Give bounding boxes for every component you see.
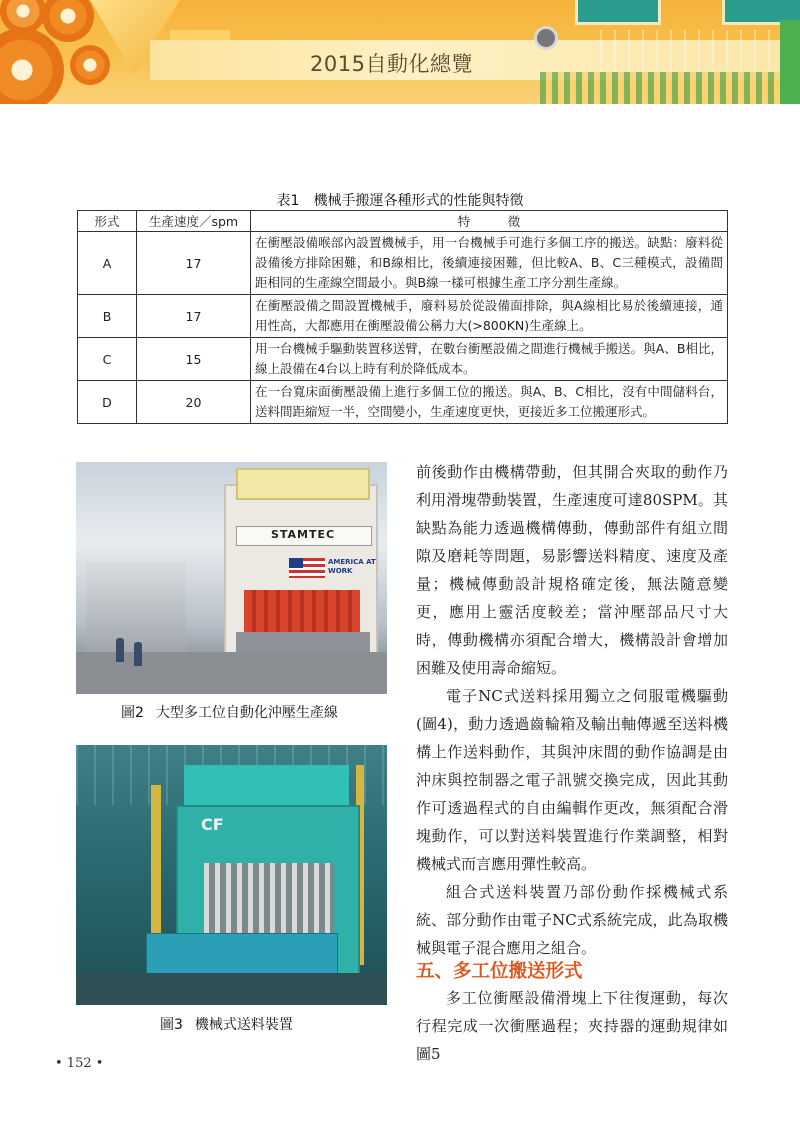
cell-description: 在衝壓設備喉部內設置機械手，用一台機械手可進行多個工序的搬送。缺點：廢料從設備後方排除困難，和B線相比，後續連接困難，但比較A、B、C三種模式，設備間距相同的生產線空間最小。與B線一樣可根據生產工序分割生產線。 [251, 232, 728, 295]
cell-description: 在一台寬床面衝壓設備上進行多個工位的搬送。與A、B、C相比，沒有中間儲料台，送料間距縮短一半，空間變小，生產速度更快，更接近多工位搬運形式。 [251, 381, 728, 424]
publication-title: 2015自動化總覽 [310, 52, 473, 76]
figure-caption [160, 1014, 293, 1034]
figure-number: 圖3 [160, 1017, 183, 1033]
press-sign: AMERICA AT WORK [328, 558, 376, 575]
paragraph: 多工位衝壓設備滑塊上下往復運動，每次行程完成一次衝壓過程；夾持器的運動規律如圖5 [416, 989, 728, 1063]
table-row [78, 295, 728, 338]
table-row [78, 338, 728, 381]
circle-icon [537, 29, 555, 47]
flag-icon [289, 558, 325, 578]
table-row [78, 232, 728, 295]
table-number: 表1 [276, 193, 300, 209]
cell-speed: 17 [137, 232, 251, 295]
figure-caption [121, 702, 338, 722]
figure-title: 大型多工位自動化沖壓生產線 [155, 705, 338, 721]
press-slide [244, 590, 360, 632]
header-banner [0, 0, 800, 104]
decorative-bar [780, 20, 800, 104]
paragraph: 電子NC式送料採用獨立之伺服電機驅動(圖4)，動力透過齒輪箱及輸出軸傳遞至送料機構上作送料動作，其與沖床間的動作協調是由沖床與控制器之電子訊號交換完成，因此其動作可透過程式的自由編輯作更改，無須配合滑塊動作，可以對送料裝置進行作業調整，相對機械式而言應用彈性較高。 [416, 687, 728, 873]
cell-speed: 15 [137, 338, 251, 381]
factory-floor [76, 973, 387, 1005]
cell-description: 在衝壓設備之間設置機械手，廢料易於從設備面排除，與A線相比易於後續連接，通用性高，大都應用在衝壓設備公稱力大(>800KN)生產線上。 [251, 295, 728, 338]
press-logo: CF [201, 815, 224, 834]
worker-figure [134, 642, 142, 666]
gear-icon [42, 0, 94, 42]
spec-table [77, 210, 728, 424]
table-row [78, 381, 728, 424]
circuit-stripes [540, 72, 800, 104]
cell-speed: 20 [137, 381, 251, 424]
paragraph: 組合式送料裝置乃部份動作採機械式系統、部分動作由電子NC式系統完成，此為取機械與電子混合應用之組合。 [416, 883, 728, 957]
column-header-speed: 生產速度／spm [137, 211, 251, 232]
press-logo: STAMTEC [270, 528, 336, 541]
table-caption [0, 190, 800, 210]
cell-type: B [78, 295, 137, 338]
page-number: • 152 • [55, 1056, 104, 1071]
press-bed [236, 632, 370, 652]
feed-device-photo [76, 745, 387, 1005]
circuit-pattern [600, 30, 800, 70]
figure-number: 圖2 [121, 705, 144, 721]
section-heading: 五、多工位搬送形式 [416, 961, 583, 982]
cell-speed: 17 [137, 295, 251, 338]
worker-figure [116, 638, 124, 662]
cell-type: D [78, 381, 137, 424]
column-header-features: 特 徵 [251, 211, 728, 232]
press-crown [236, 468, 370, 500]
feed-mechanism [204, 863, 334, 933]
press-bolster [146, 933, 338, 975]
table-title: 機械手搬運各種形式的性能與特徵 [313, 193, 524, 209]
column-header-type: 形式 [78, 211, 137, 232]
table-header-row [78, 211, 728, 232]
cell-type: C [78, 338, 137, 381]
chip-graphic [575, 0, 661, 25]
gear-icon [0, 28, 64, 104]
cell-description: 用一台機械手驅動裝置移送臂，在數台衝壓設備之間進行機械手搬送。與A、B相比，線上設備在4台以上時有利於降低成本。 [251, 338, 728, 381]
figure-title: 機械式送料裝置 [194, 1017, 293, 1033]
stamping-line-photo [76, 462, 387, 694]
article-body [416, 458, 728, 962]
gear-icon [70, 45, 110, 85]
paragraph: 前後動作由機構帶動，但其開合夾取的動作乃利用滑塊帶動裝置，生產速度可達80SPM。其缺點為能力透過機構傳動，傳動部件有組立間隙及磨耗等問題，易影響送料精度、速度及產量；機械傳動設計規格確定後，無法隨意變更，應用上靈活度較差；當沖壓部品尺寸大時，傳動機構亦須配合增大，機構設計會增加困難及使用壽命縮短。 [416, 463, 728, 677]
cell-type: A [78, 232, 137, 295]
article-body-continued [416, 984, 728, 1068]
